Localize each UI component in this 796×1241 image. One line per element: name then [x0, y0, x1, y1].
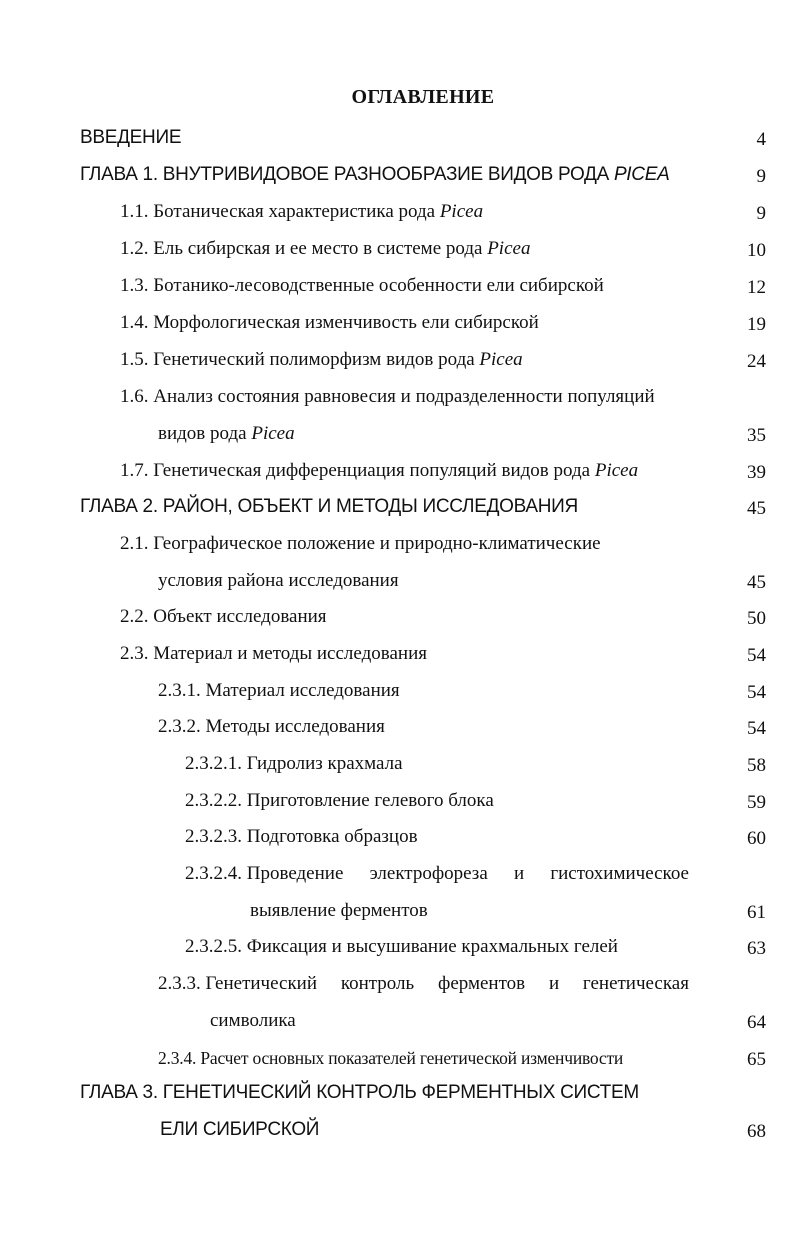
toc-entry-introduction [80, 127, 181, 149]
toc-entry-word: генетическая [582, 973, 689, 994]
toc-entry-word: контроль [340, 973, 415, 994]
toc-entry-text: ВВЕДЕНИЕ [80, 127, 182, 148]
toc-entry-text: 2.3.2.5. Фиксация и высушивание крахмальных гелей [185, 936, 618, 957]
toc-page-number: 64 [747, 1012, 766, 1033]
toc-entry-chapter-3-cont [160, 1119, 319, 1141]
toc-entry-word: 2.3.3. Генетический [158, 973, 318, 994]
toc-entry-text: 1.3. Ботанико-лесоводственные особенности ели сибирской [120, 275, 604, 296]
toc-page-number: 24 [747, 351, 766, 372]
toc-entry-text: 2.3. Материал и методы исследования [120, 643, 427, 664]
toc-entry-italic: Picea [487, 238, 531, 259]
toc-entry-chapter-3 [80, 1082, 639, 1104]
toc-entry-2-3-1 [158, 680, 400, 702]
toc-entry-text: ГЛАВА 2. РАЙОН, ОБЪЕКТ И МЕТОДЫ ИССЛЕДОВАНИЯ [80, 496, 578, 517]
toc-page-number: 65 [747, 1049, 766, 1070]
toc-page-number: 9 [756, 203, 766, 224]
toc-entry-text: 2.2. Объект исследования [120, 606, 327, 627]
toc-entry-text: 1.2. Ель сибирская и ее место в системе рода [120, 238, 488, 259]
toc-entry-2-3-2-2 [185, 790, 494, 812]
toc-page-number: 50 [747, 608, 766, 629]
toc-entry-1-6 [120, 386, 655, 408]
toc-entry-text: 1.7. Генетическая дифференциация популяций видов рода [120, 460, 595, 481]
toc-title: ОГЛАВЛЕНИЕ [351, 86, 495, 108]
toc-entry-text: 2.3.4. Расчет основных показателей генетической изменчивости [158, 1048, 624, 1068]
toc-page-number: 39 [747, 462, 766, 483]
toc-page-number: 61 [747, 902, 766, 923]
toc-page-number: 45 [747, 498, 766, 519]
toc-entry-2-3-3-cont [210, 1010, 296, 1032]
toc-entry-word: ферментов [438, 973, 526, 994]
toc-page-number: 9 [756, 166, 766, 187]
toc-entry-1-2 [120, 238, 530, 260]
toc-entry-chapter-1 [80, 164, 669, 186]
toc-page-number: 63 [747, 938, 766, 959]
toc-entry-word: и [548, 973, 560, 994]
toc-entry-text: условия района исследования [158, 570, 399, 591]
toc-page-number: 19 [747, 314, 766, 335]
toc-page-number: 45 [747, 572, 766, 593]
toc-entry-text: видов рода [158, 423, 252, 444]
toc-page-number: 54 [747, 682, 766, 703]
toc-entry-word: электрофореза [369, 863, 488, 884]
toc-entry-text: 2.3.2.2. Приготовление гелевого блока [185, 790, 494, 811]
toc-entry-2-3-2-3 [185, 826, 418, 848]
toc-page-number: 10 [747, 240, 766, 261]
toc-entry-1-6-cont [158, 423, 295, 445]
toc-entry-2-3 [120, 643, 427, 665]
toc-page-number: 68 [747, 1121, 766, 1142]
toc-entry-italic: PICEA [613, 164, 670, 185]
toc-entry-2-3-2-1 [185, 753, 403, 775]
toc-entry-1-4 [120, 312, 539, 334]
toc-entry-2-3-4 [158, 1047, 623, 1069]
toc-entry-2-3-2-4 [185, 863, 689, 885]
toc-page-number: 12 [747, 277, 766, 298]
toc-entry-italic: Picea [439, 201, 484, 222]
toc-entry-text: 2.1. Географическое положение и природно-климатические [120, 533, 601, 554]
toc-page-number: 54 [747, 645, 766, 666]
toc-entry-text: 1.5. Генетический полиморфизм видов рода [120, 349, 480, 370]
toc-entry-2-2 [120, 606, 327, 628]
toc-entry-italic: Picea [594, 460, 639, 481]
toc-page-number: 54 [747, 718, 766, 739]
toc-page-number: 58 [747, 755, 766, 776]
toc-page-number: 59 [747, 792, 766, 813]
toc-entry-text: 2.3.2.1. Гидролиз крахмала [185, 753, 403, 774]
toc-entry-1-5 [120, 349, 523, 371]
toc-entry-2-1 [120, 533, 601, 555]
toc-entry-2-3-2-4-cont [250, 900, 428, 922]
toc-entry-text: ГЛАВА 3. ГЕНЕТИЧЕСКИЙ КОНТРОЛЬ ФЕРМЕНТНЫХ СИСТЕМ [80, 1082, 639, 1103]
toc-entry-2-3-2 [158, 716, 385, 738]
toc-entry-text: выявление ферментов [250, 900, 428, 921]
toc-entry-word: 2.3.2.4. Проведение [185, 863, 344, 884]
toc-entry-word: и [513, 863, 525, 884]
toc-entry-text: 2.3.2.3. Подготовка образцов [185, 826, 418, 847]
toc-entry-text: 1.4. Морфологическая изменчивость ели сибирской [120, 312, 539, 333]
toc-page-number: 4 [756, 129, 766, 150]
toc-entry-word: гистохимическое [550, 863, 689, 884]
toc-entry-2-1-cont [158, 570, 399, 592]
toc-entry-text: символика [210, 1010, 296, 1031]
toc-entry-chapter-2 [80, 496, 578, 518]
toc-entry-text: 2.3.1. Материал исследования [158, 680, 400, 701]
toc-entry-italic: Picea [251, 423, 295, 444]
toc-entry-1-7 [120, 460, 638, 482]
toc-entry-text: 2.3.2. Методы исследования [158, 716, 385, 737]
toc-entry-2-3-2-5 [185, 936, 618, 958]
toc-entry-text: ЕЛИ СИБИРСКОЙ [160, 1119, 320, 1140]
toc-entry-2-3-3 [158, 973, 689, 995]
toc-entry-1-1 [120, 201, 483, 223]
toc-entry-text: 1.1. Ботаническая характеристика рода [120, 201, 440, 222]
toc-entry-text: ГЛАВА 1. ВНУТРИВИДОВОЕ РАЗНООБРАЗИЕ ВИДОВ РОДА [80, 164, 614, 185]
toc-page-number: 35 [747, 425, 766, 446]
toc-entry-italic: Picea [479, 349, 523, 370]
toc-page-number: 60 [747, 828, 766, 849]
toc-entry-text: 1.6. Анализ состояния равновесия и подразделенности популяций [120, 386, 655, 407]
toc-entry-1-3 [120, 275, 604, 297]
